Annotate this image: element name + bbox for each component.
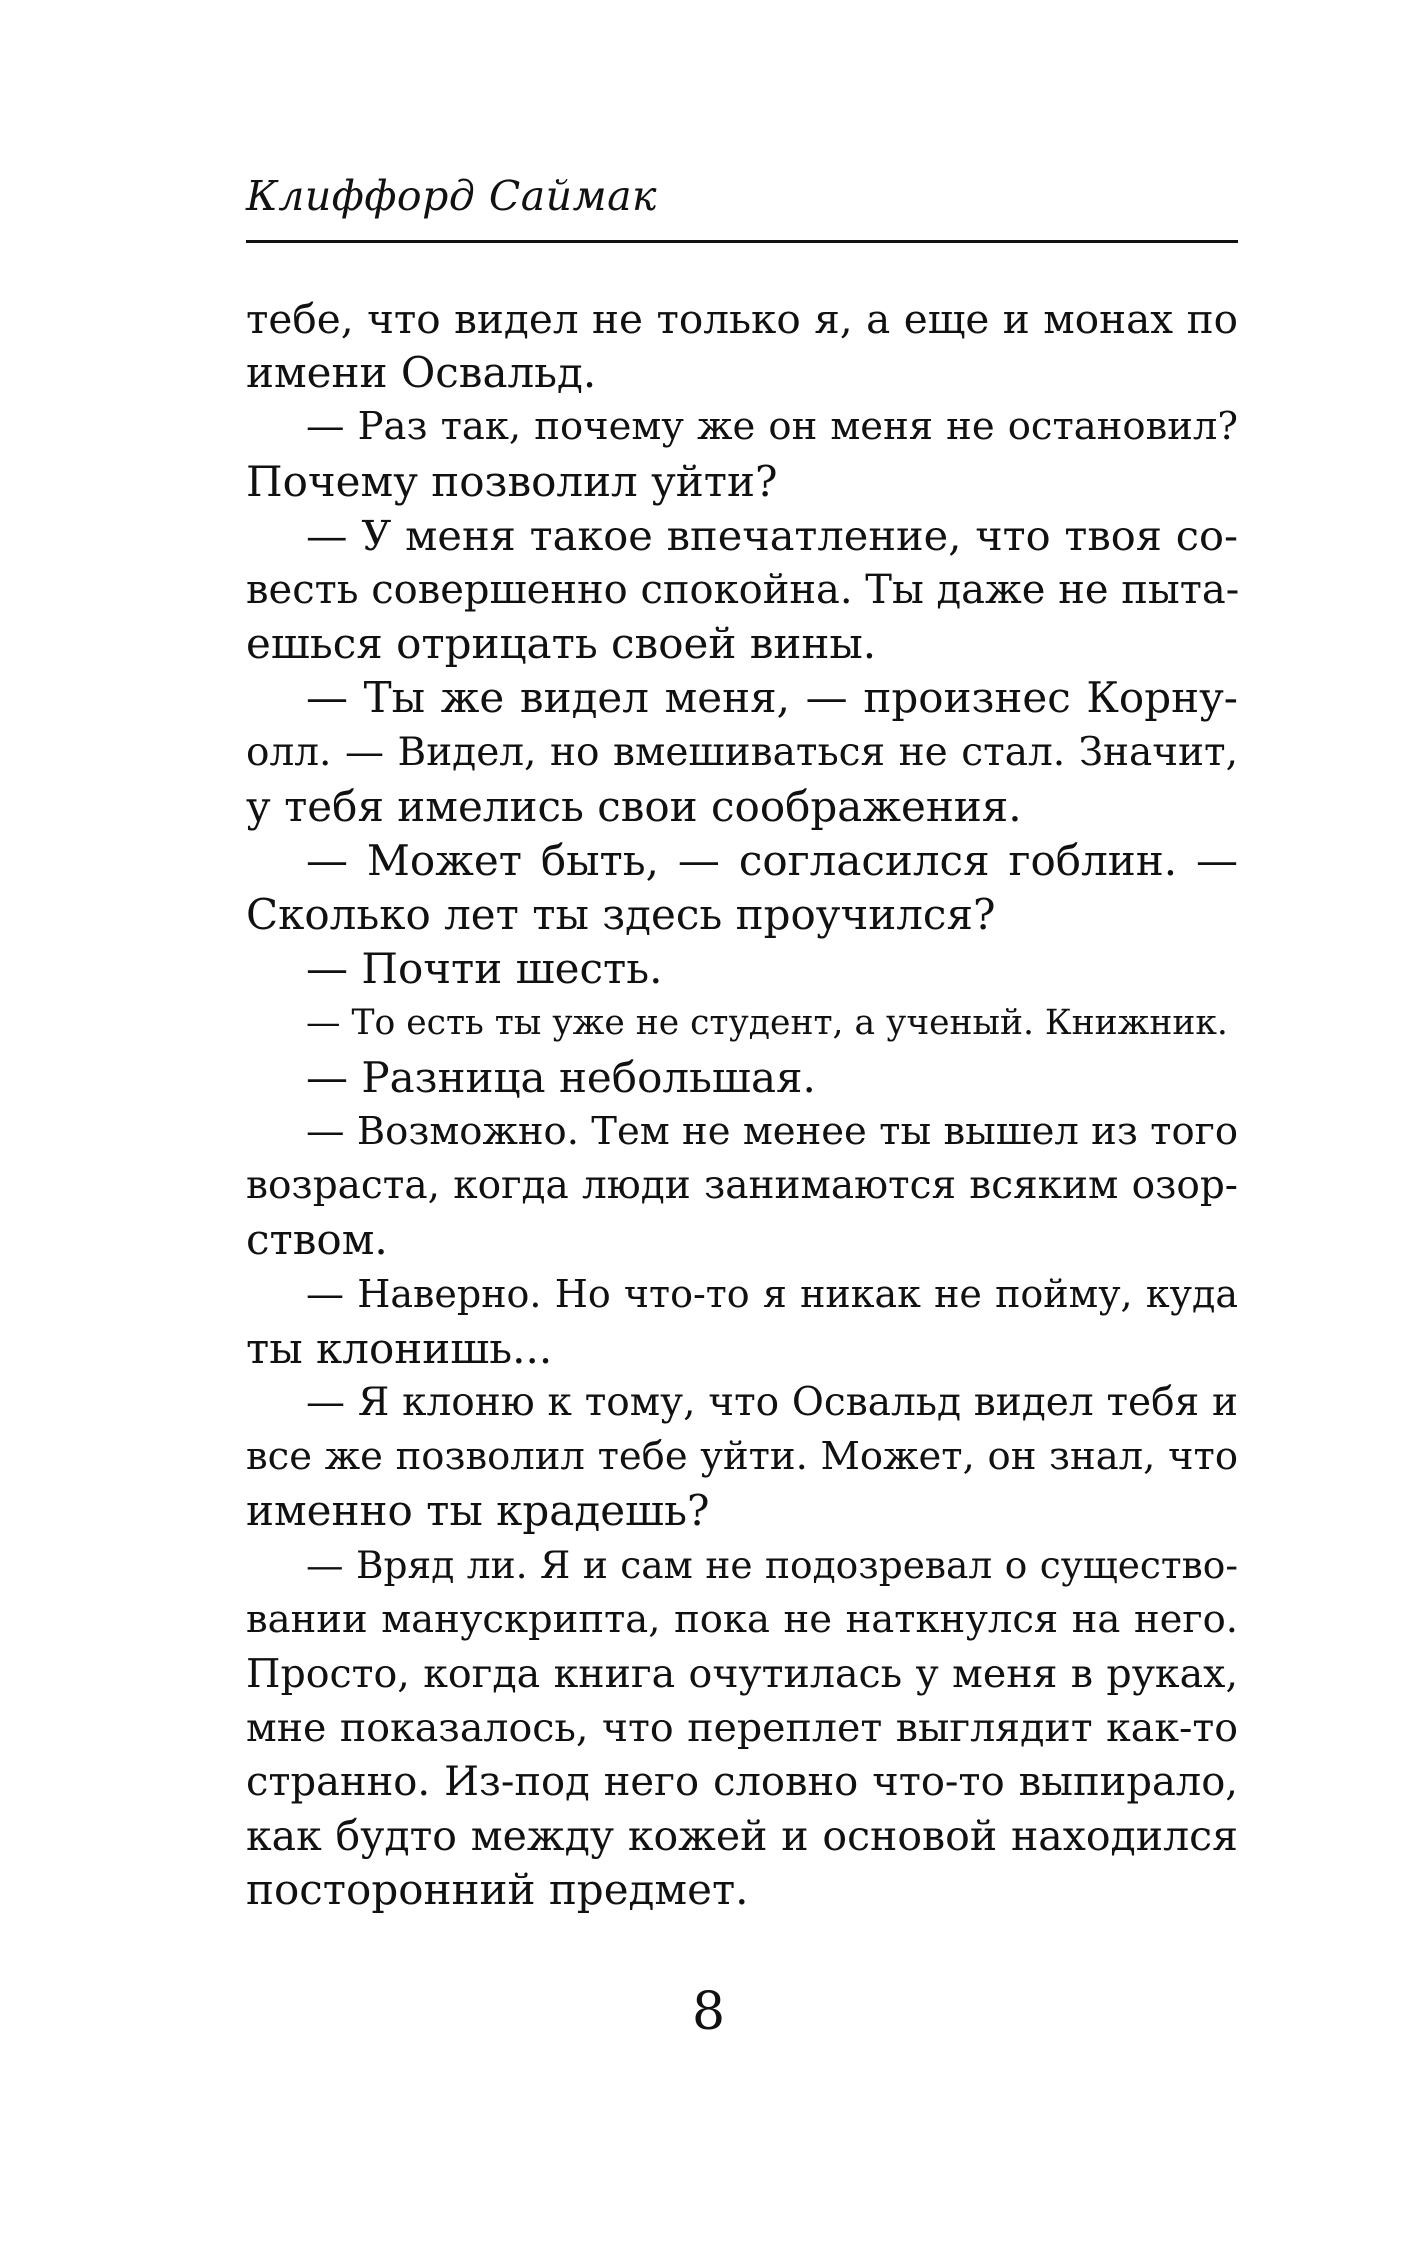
text-line: — Разница небольшая. <box>306 1052 816 1102</box>
text-line: все же позволил тебе уйти. Может, он знал, что <box>246 1433 1238 1479</box>
text-line: — Ты же видел меня, — произнес Корну- <box>306 673 1238 723</box>
text-line: ты клонишь... <box>246 1323 553 1373</box>
text-line: посторонний предмет. <box>246 1865 749 1915</box>
text-line: — У меня такое впечатление, что твоя со- <box>306 510 1238 560</box>
text-line: — Раз так, почему же он меня не остановил? <box>306 404 1238 450</box>
text-line: — Может быть, — согласился гоблин. — <box>306 835 1238 885</box>
text-line: — Я клоню к тому, что Освальд видел тебя и <box>306 1379 1238 1425</box>
page-number: 8 <box>691 1982 726 2042</box>
running-head-author: Клиффорд Саймак <box>246 172 658 220</box>
text-line: весть совершенно спокойна. Ты даже не пыта- <box>246 566 1240 613</box>
text-line: тебе, что видел не только я, а еще и монах по <box>246 295 1238 343</box>
body-text <box>246 292 1238 1918</box>
text-line: — То есть ты уже не студент, а ученый. Книжник. <box>306 1003 1228 1044</box>
text-line: — Наверно. Но что-то я никак не пойму, куда <box>306 1272 1238 1317</box>
text-line: Просто, когда книга очутилась у меня в руках, <box>246 1650 1238 1697</box>
text-line: именно ты крадешь? <box>246 1486 710 1536</box>
header-rule <box>246 240 1238 243</box>
text-line: олл. — Видел, но вмешиваться не стал. Значит, <box>246 729 1238 775</box>
text-line: мне показалось, что переплет выглядит как-то <box>246 1704 1238 1751</box>
text-line: у тебя имелись свои соображения. <box>246 781 1022 831</box>
text-line: как будто между кожей и основой находился <box>246 1812 1238 1861</box>
text-line: вании манускрипта, пока не наткнулся на него. <box>246 1596 1238 1642</box>
text-line: ством. <box>246 1215 388 1265</box>
text-line: странно. Из-под него словно что-то выпирало, <box>246 1759 1238 1806</box>
text-line: имени Освальд. <box>246 348 597 398</box>
text-line: возраста, когда люди занимаются всяким озор- <box>246 1163 1238 1208</box>
text-line: ешься отрицать своей вины. <box>246 619 877 669</box>
text-line: — Возможно. Тем не менее ты вышел из того <box>306 1108 1238 1154</box>
text-line: Почему позволил уйти? <box>246 456 778 506</box>
text-line: Сколько лет ты здесь проучился? <box>246 890 996 940</box>
text-line: — Вряд ли. Я и сам не подозревал о существо- <box>306 1543 1238 1588</box>
text-line: — Почти шесть. <box>306 944 663 994</box>
